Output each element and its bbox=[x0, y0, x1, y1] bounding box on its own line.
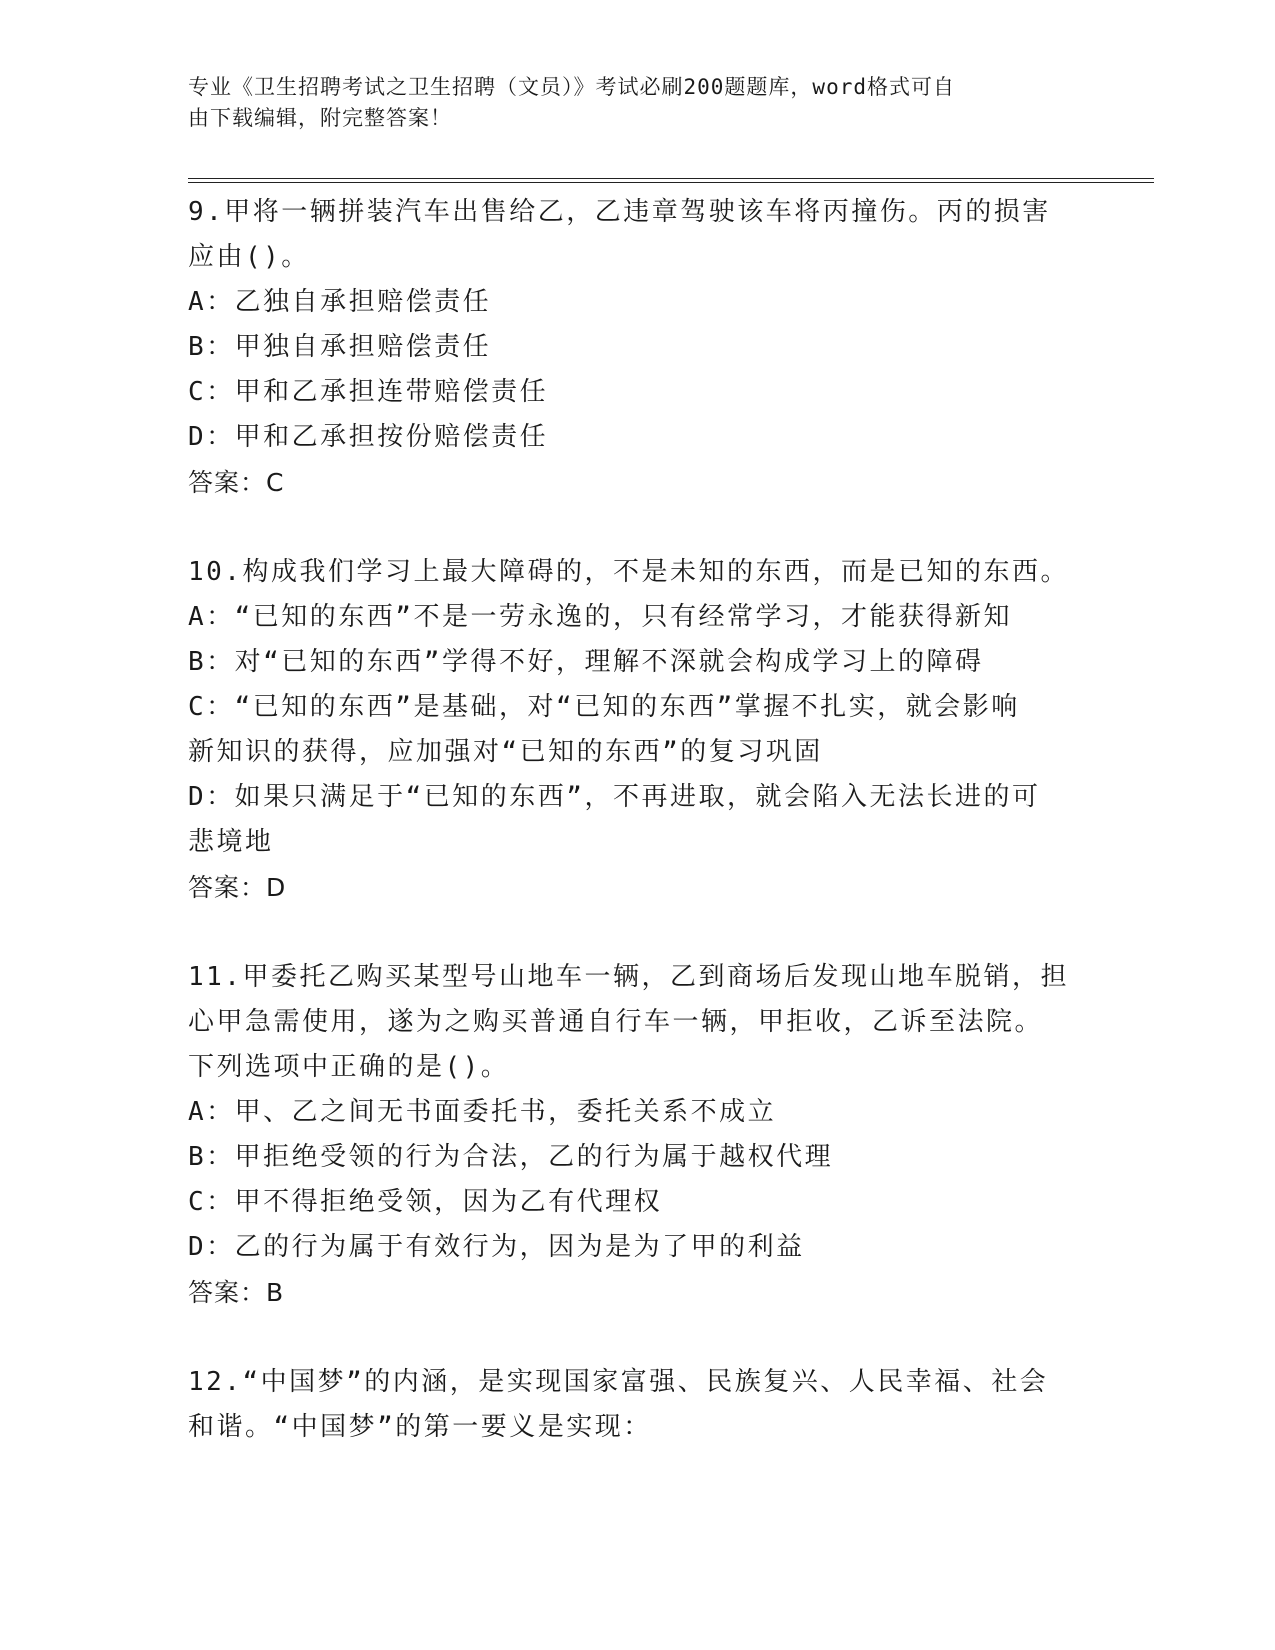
question-spacer bbox=[188, 1315, 1088, 1360]
header-double-rule bbox=[188, 178, 1154, 183]
question-stem: 心甲急需使用，遂为之购买普通自行车一辆，甲拒收，乙诉至法院。 bbox=[188, 1007, 1044, 1037]
option-a: A：甲、乙之间无书面委托书，委托关系不成立 bbox=[188, 1097, 777, 1127]
rule-line-top bbox=[188, 178, 1154, 179]
option-c: C：甲和乙承担连带赔偿责任 bbox=[188, 377, 549, 407]
question-11 bbox=[188, 955, 1088, 1315]
option-b: B：对“已知的东西”学得不好，理解不深就会构成学习上的障碍 bbox=[188, 647, 984, 677]
answer-line bbox=[188, 865, 1088, 910]
option-c: C：甲不得拒绝受领，因为乙有代理权 bbox=[188, 1187, 663, 1217]
question-spacer bbox=[188, 910, 1088, 955]
question-stem: 应由()。 bbox=[188, 242, 310, 272]
option-d: D：甲和乙承担按份赔偿责任 bbox=[188, 422, 549, 452]
option-b: B：甲独自承担赔偿责任 bbox=[188, 332, 492, 362]
answer-label: 答案： bbox=[188, 468, 267, 497]
question-stem: 12.“中国梦”的内涵，是实现国家富强、民族复兴、人民幸福、社会 bbox=[188, 1367, 1049, 1397]
option-a: A：“已知的东西”不是一劳永逸的，只有经常学习，才能获得新知 bbox=[188, 602, 1012, 632]
question-stem: 9.甲将一辆拼装汽车出售给乙，乙违章驾驶该车将丙撞伤。丙的损害 bbox=[188, 197, 1051, 227]
option-d: D：乙的行为属于有效行为，因为是为了甲的利益 bbox=[188, 1232, 805, 1262]
option-d: D：如果只满足于“已知的东西”，不再进取，就会陷入无法长进的可 bbox=[188, 782, 1041, 812]
question-list bbox=[188, 190, 1088, 1450]
document-header bbox=[188, 72, 1068, 134]
question-stem: 10.构成我们学习上最大障碍的，不是未知的东西，而是已知的东西。 bbox=[188, 557, 1069, 587]
option-c: C：“已知的东西”是基础，对“已知的东西”掌握不扎实，就会影响 bbox=[188, 692, 1020, 722]
question-spacer bbox=[188, 505, 1088, 550]
header-title-line-1: 专业《卫生招聘考试之卫生招聘（文员）》考试必刷200题题库，word格式可自 bbox=[188, 75, 955, 99]
answer-value: B bbox=[266, 1278, 285, 1307]
answer-line bbox=[188, 460, 1088, 505]
question-stem: 和谐。“中国梦”的第一要义是实现： bbox=[188, 1412, 652, 1442]
option-c-continued: 新知识的获得，应加强对“已知的东西”的复习巩固 bbox=[188, 737, 823, 767]
answer-line bbox=[188, 1270, 1088, 1315]
question-12 bbox=[188, 1360, 1088, 1450]
header-title-line-2: 由下载编辑，附完整答案！ bbox=[188, 106, 452, 130]
answer-value: D bbox=[266, 873, 287, 902]
rule-line-bottom bbox=[188, 182, 1154, 183]
option-a: A：乙独自承担赔偿责任 bbox=[188, 287, 492, 317]
answer-label: 答案： bbox=[188, 1278, 267, 1307]
option-b: B：甲拒绝受领的行为合法，乙的行为属于越权代理 bbox=[188, 1142, 834, 1172]
question-9 bbox=[188, 190, 1088, 505]
question-10 bbox=[188, 550, 1088, 910]
option-d-continued: 悲境地 bbox=[188, 827, 274, 857]
answer-value: C bbox=[266, 468, 285, 497]
question-stem: 11.甲委托乙购买某型号山地车一辆，乙到商场后发现山地车脱销，担 bbox=[188, 962, 1069, 992]
answer-label: 答案： bbox=[188, 873, 267, 902]
question-stem: 下列选项中正确的是()。 bbox=[188, 1052, 510, 1082]
